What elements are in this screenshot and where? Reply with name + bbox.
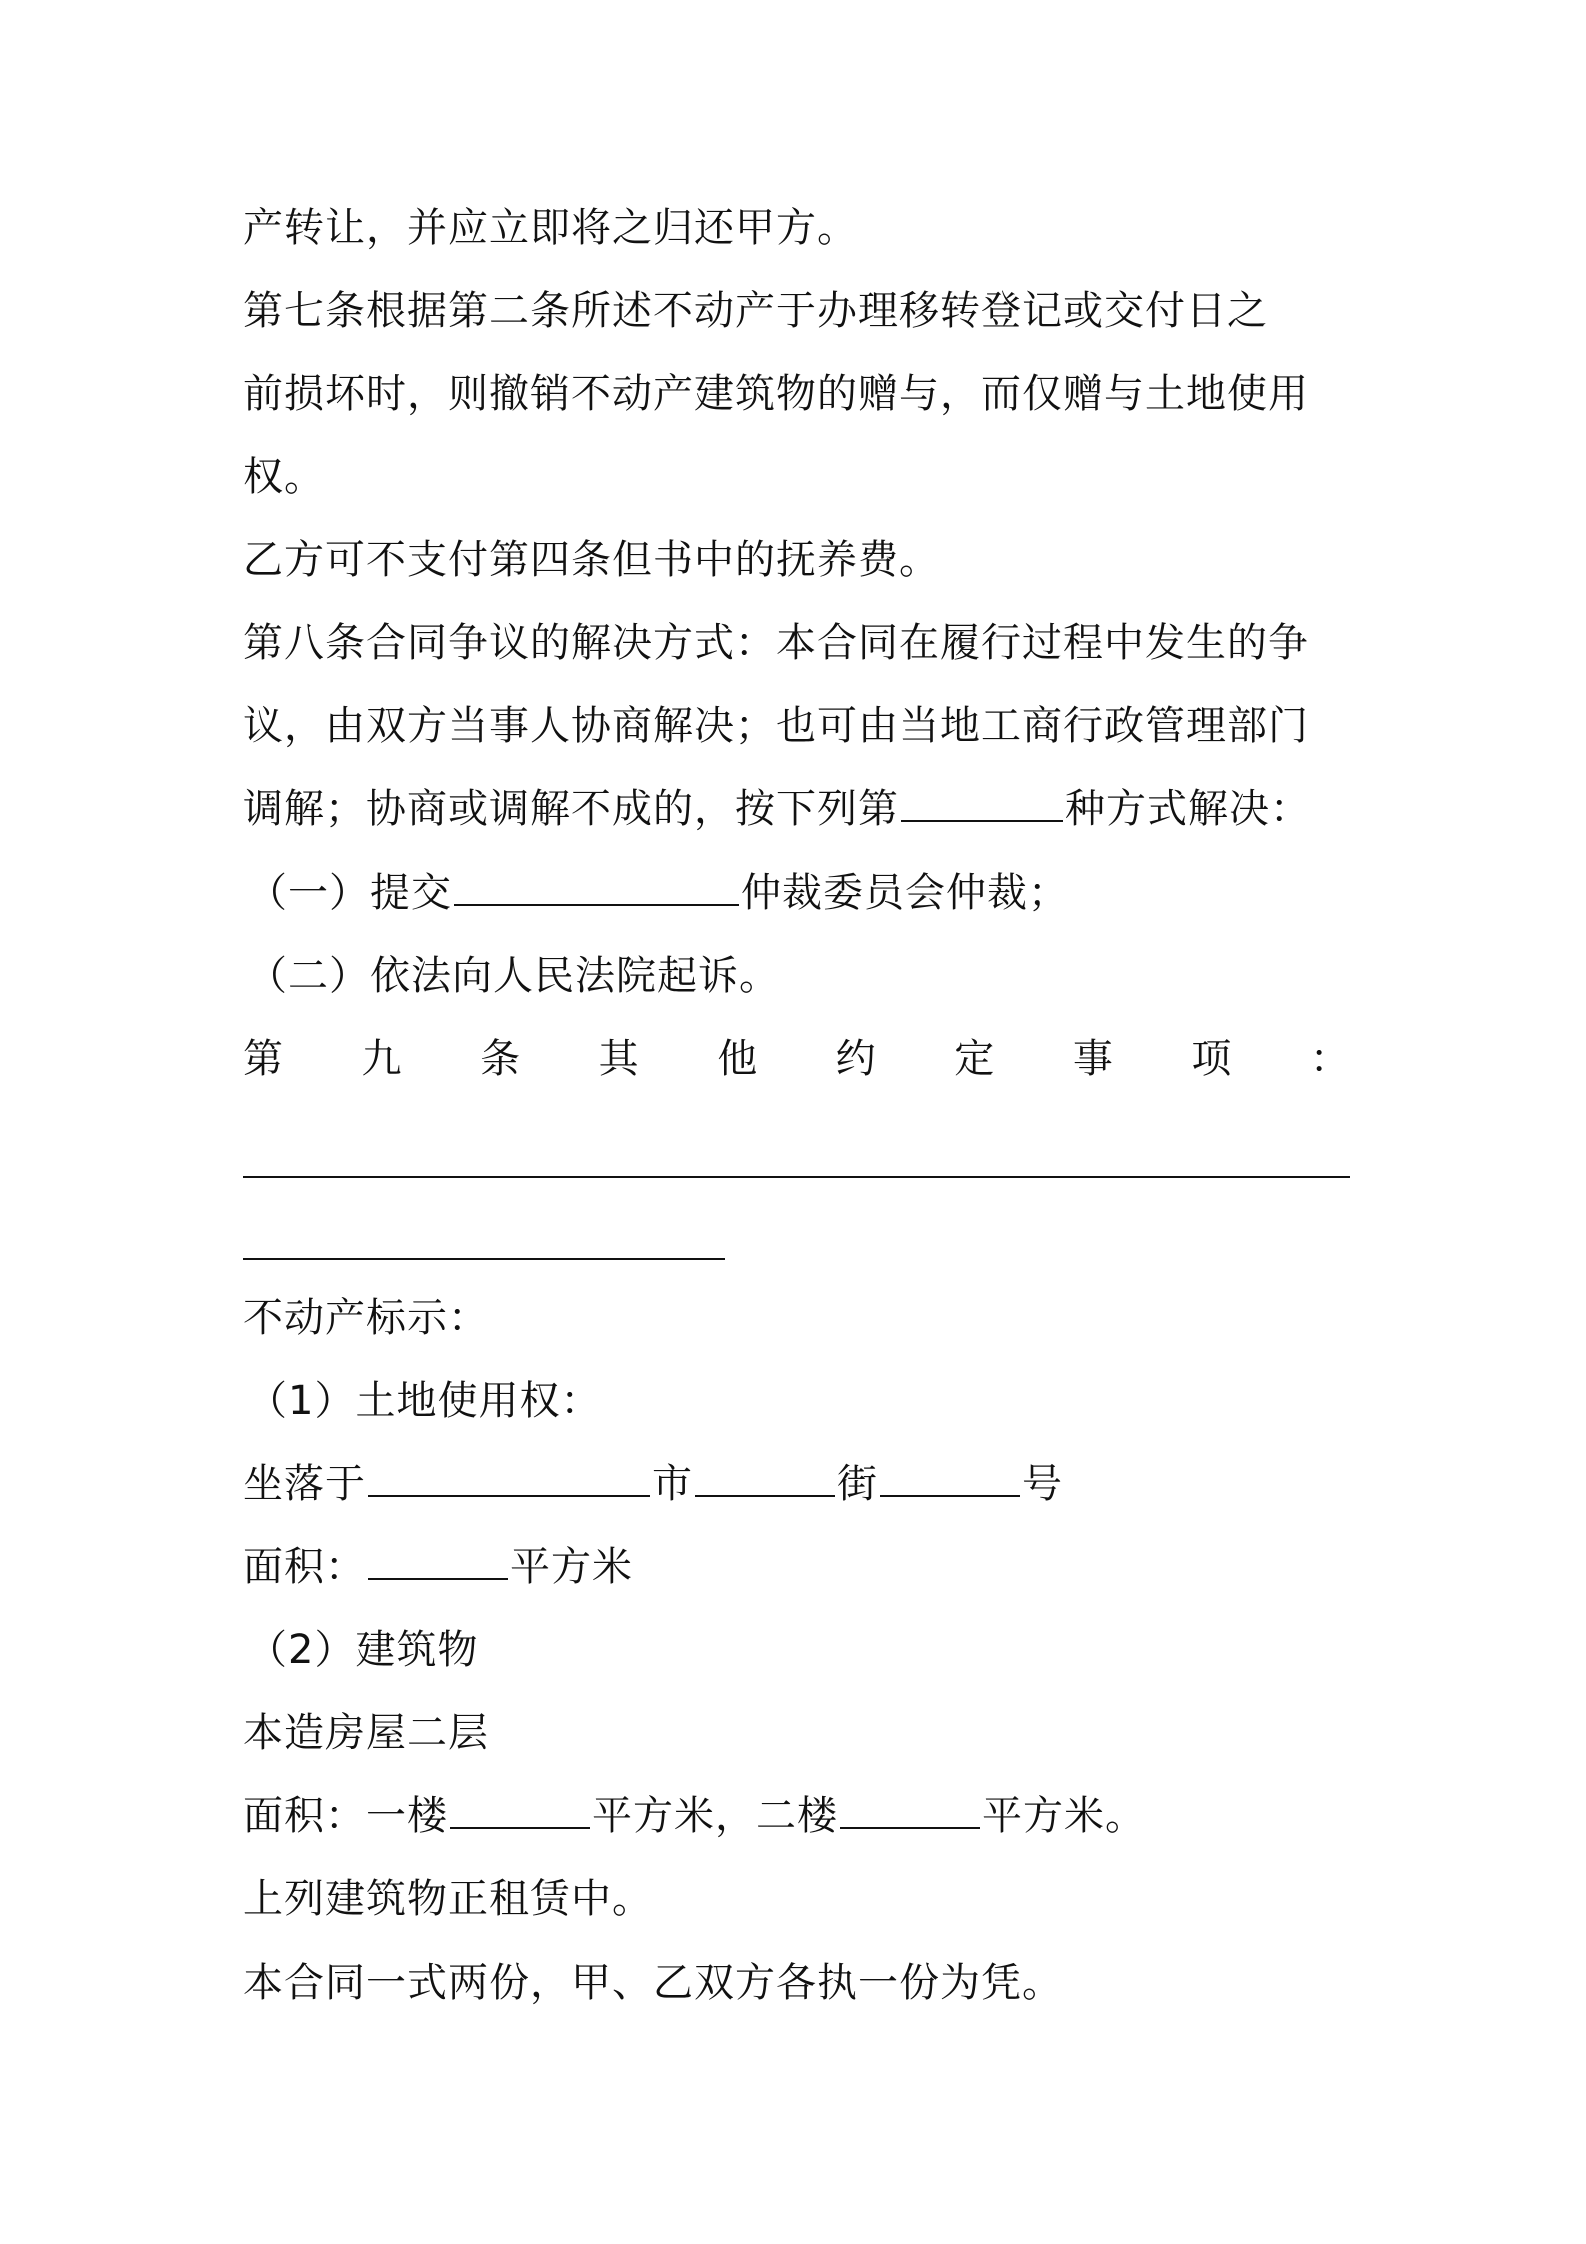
option-1-suffix: 仲裁委员会仲裁； (741, 870, 1069, 916)
lease-note: 上列建筑物正租赁中。 (243, 1876, 653, 1922)
land-area-line (243, 1539, 633, 1595)
location-street: 街 (837, 1461, 878, 1507)
dispute-prefix: 调解；协商或调解不成的，按下列第 (243, 786, 899, 832)
option-1-line (247, 865, 1069, 921)
article-9-char: 其 (598, 1036, 639, 1082)
location-prefix: 坐落于 (243, 1461, 366, 1507)
location-blank-1[interactable] (368, 1461, 650, 1497)
location-blank-2[interactable] (695, 1461, 835, 1497)
option-1-prefix: （一）提交 (247, 870, 452, 916)
article-9-char: 事 (1072, 1036, 1113, 1082)
text-line-7: 议，由双方当事人协商解决；也可由当地工商行政管理部门 (243, 703, 1309, 749)
location-number: 号 (1022, 1461, 1063, 1507)
text-line-5: 乙方可不支付第四条但书中的抚养费。 (243, 537, 940, 583)
text-line-4: 权。 (243, 454, 325, 500)
text-line-3: 前损坏时，则撤销不动产建筑物的赠与，而仅赠与土地使用 (243, 371, 1309, 417)
building-area-line (243, 1788, 1146, 1844)
option-2-line: （二）依法向人民法院起诉。 (247, 953, 780, 999)
article-9-char: 约 (835, 1036, 876, 1082)
other-terms-blank-1[interactable] (243, 1176, 1350, 1178)
building-area-mid: 平方米，二楼 (592, 1793, 838, 1839)
arbitration-commission-blank[interactable] (454, 870, 739, 906)
location-city: 市 (652, 1461, 693, 1507)
land-area-prefix: 面积： (243, 1544, 366, 1590)
dispute-suffix: 种方式解决： (1065, 786, 1311, 832)
building-area-suffix: 平方米。 (982, 1793, 1146, 1839)
building-description: 本造房屋二层 (243, 1710, 489, 1756)
dispute-method-line (243, 781, 1311, 837)
text-line-2: 第七条根据第二条所述不动产于办理移转登记或交付日之 (243, 288, 1268, 334)
text-line-6: 第八条合同争议的解决方式：本合同在履行过程中发生的争 (243, 620, 1309, 666)
method-number-blank[interactable] (901, 786, 1063, 822)
first-floor-area-blank[interactable] (450, 1793, 590, 1829)
article-9-heading (243, 1031, 1350, 1087)
building-area-prefix: 面积：一楼 (243, 1793, 448, 1839)
article-9-char: 第 (243, 1036, 283, 1082)
article-9-char: 定 (954, 1036, 995, 1082)
property-title: 不动产标示： (243, 1295, 489, 1341)
second-floor-area-blank[interactable] (840, 1793, 980, 1829)
article-9-char: ： (1309, 1036, 1350, 1082)
article-9-char: 他 (717, 1036, 758, 1082)
article-9-char: 项 (1191, 1036, 1232, 1082)
location-blank-3[interactable] (880, 1461, 1020, 1497)
land-use-right-title: （1）土地使用权： (247, 1378, 602, 1424)
copies-note: 本合同一式两份，甲、乙双方各执一份为凭。 (243, 1960, 1063, 2006)
text-line-1: 产转让，并应立即将之归还甲方。 (243, 205, 858, 251)
other-terms-blank-2[interactable] (243, 1258, 725, 1260)
article-9-char: 条 (480, 1036, 521, 1082)
building-title: （2）建筑物 (247, 1627, 479, 1673)
location-line (243, 1456, 1063, 1512)
land-area-unit: 平方米 (510, 1544, 633, 1590)
land-area-blank[interactable] (368, 1544, 508, 1580)
article-9-char: 九 (361, 1036, 402, 1082)
